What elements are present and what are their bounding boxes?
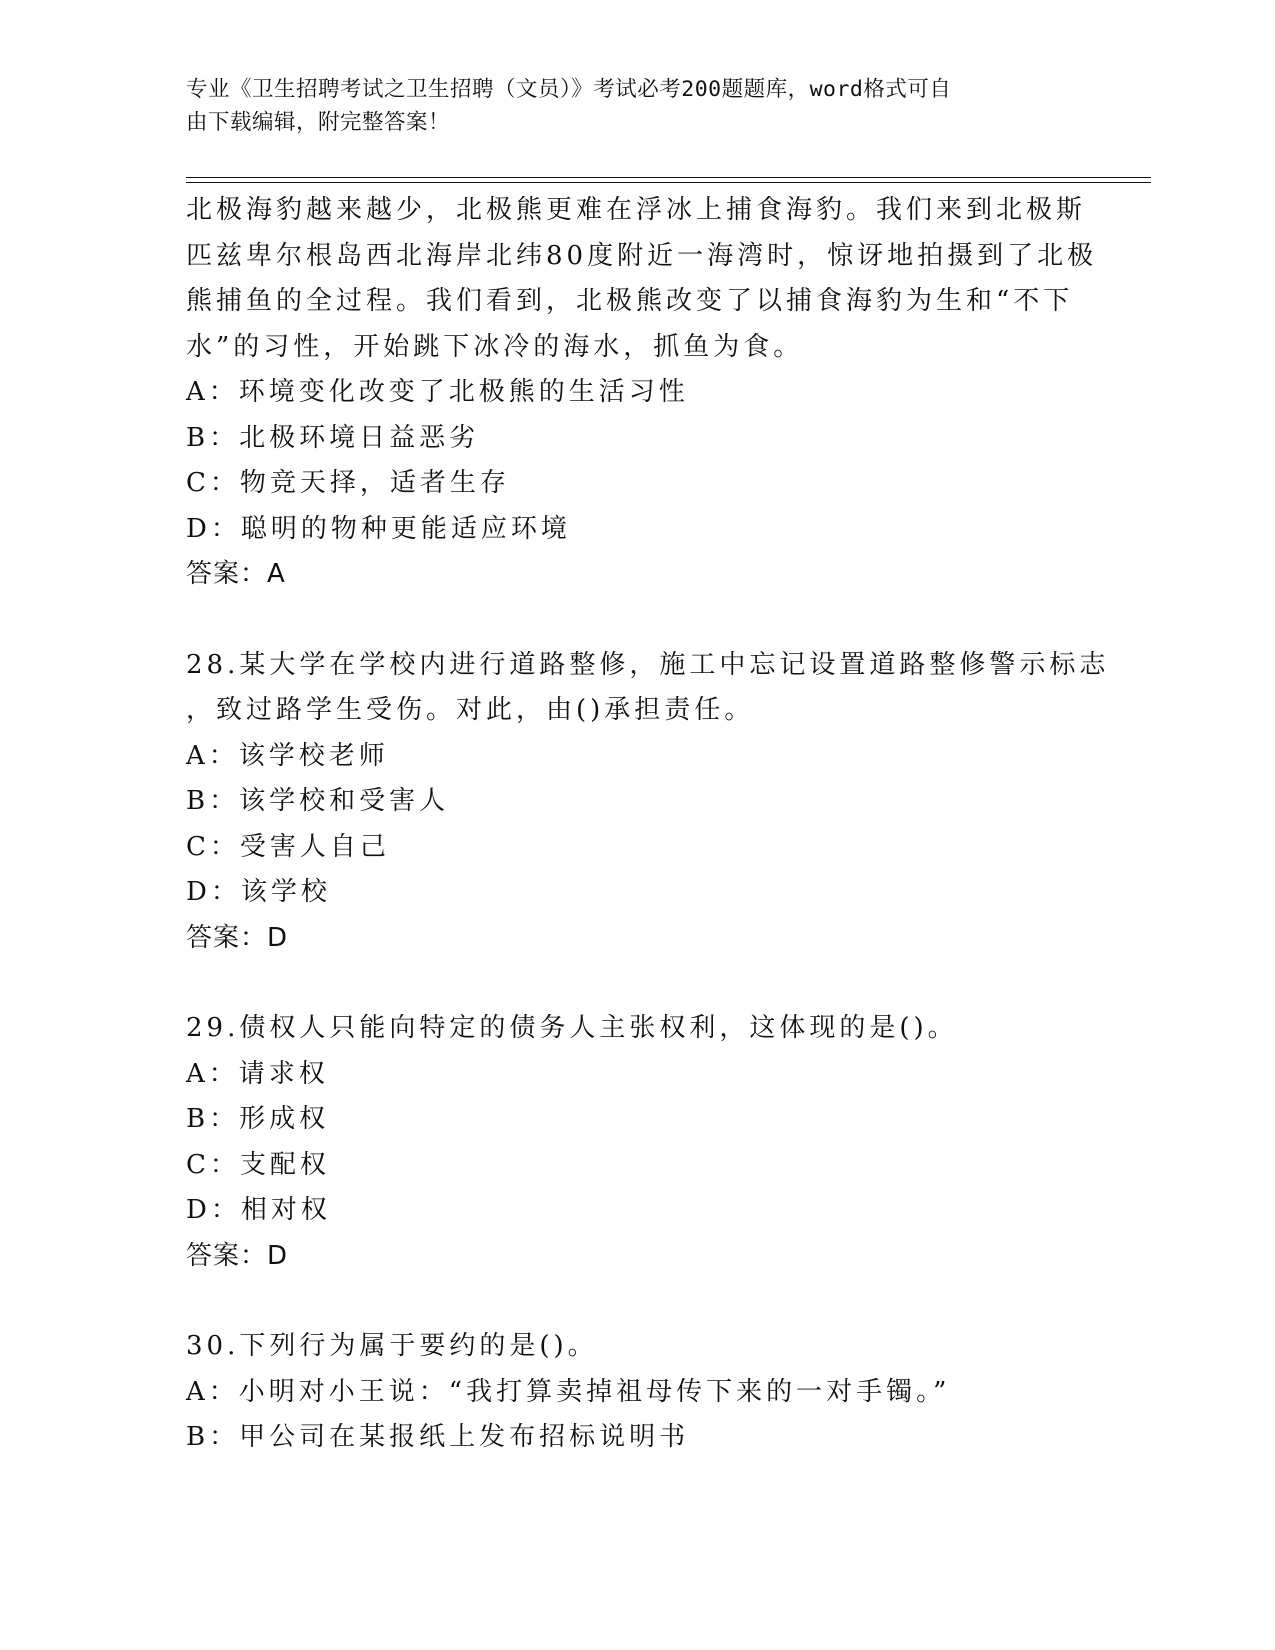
question-29 (186, 1006, 1086, 1279)
option-b: B：形成权 (186, 1104, 330, 1134)
option-c: C：受害人自己 (186, 831, 390, 862)
answer: 答案：D (186, 1240, 289, 1271)
question-list (186, 188, 1110, 1461)
spacer (186, 961, 1086, 1006)
option-b: B：该学校和受害人 (186, 786, 450, 816)
question-stem-line: 30.下列行为属于要约的是()。 (186, 1331, 598, 1361)
document-header (186, 73, 1066, 139)
question-stem-line: 28.某大学在学校内进行道路整修，施工中忘记设置道路整修警示标志 (186, 649, 1110, 680)
option-a: A：该学校老师 (186, 740, 389, 771)
spacer (186, 598, 1086, 643)
option-d: D：相对权 (186, 1195, 331, 1225)
answer: 答案：A (186, 559, 286, 589)
header-line-2: 由下载编辑，附完整答案！ (186, 110, 451, 135)
option-d: D：该学校 (186, 877, 331, 907)
option-b: B：北极环境日益恶劣 (186, 422, 480, 453)
option-a: A：环境变化改变了北极熊的生活习性 (186, 377, 689, 407)
question-30 (186, 1324, 1086, 1461)
question-stem-line: 北极海豹越来越少，北极熊更难在浮冰上捕食海豹。我们来到北极斯 (186, 195, 1087, 225)
option-d: D：聪明的物种更能适应环境 (186, 513, 571, 544)
question-stem-line: ，致过路学生受伤。对此，由()承担责任。 (186, 695, 755, 725)
question-28 (186, 643, 1110, 962)
option-a: A：小明对小王说：“我打算卖掉祖母传下来的一对手镯。” (186, 1376, 951, 1407)
header-rule-top (186, 177, 1151, 178)
question-stem-line: 匹兹卑尔根岛西北海岸北纬80度附近一海湾时，惊讶地拍摄到了北极 (186, 240, 1098, 271)
question-stem-line: 熊捕鱼的全过程。我们看到，北极熊改变了以捕食海豹为生和“不下 (186, 286, 1074, 316)
option-b: B：甲公司在某报纸上发布招标说明书 (186, 1422, 690, 1452)
option-a: A：请求权 (186, 1058, 329, 1089)
spacer (186, 1279, 1086, 1324)
question-27 (186, 188, 1098, 598)
question-stem-line: 29.债权人只能向特定的债务人主张权利，这体现的是()。 (186, 1013, 958, 1043)
question-stem-line: 水”的习性，开始跳下冰冷的海水，抓鱼为食。 (186, 331, 804, 362)
option-c: C：物竞天择，适者生存 (186, 468, 510, 498)
header-rule-bottom (186, 182, 1151, 183)
header-line-1: 专业《卫生招聘考试之卫生招聘（文员）》考试必考200题题库，word格式可自 (186, 77, 952, 102)
option-c: C：支配权 (186, 1149, 330, 1180)
answer: 答案：D (186, 922, 289, 953)
